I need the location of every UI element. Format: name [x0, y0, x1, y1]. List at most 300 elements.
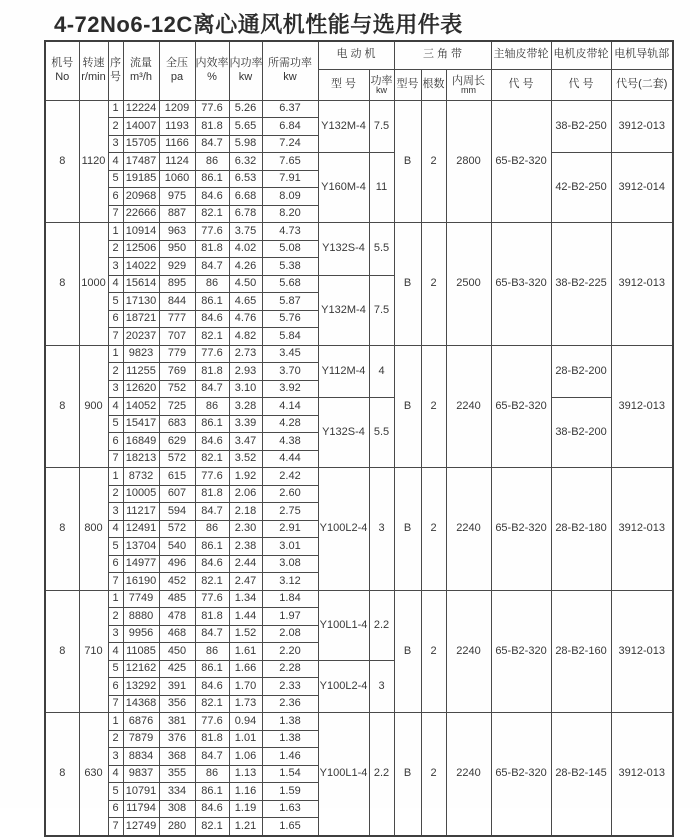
col-header-motor-power: 功率 kw [369, 69, 394, 100]
cell-pressure: 572 [159, 450, 195, 468]
cell-efficiency: 84.6 [195, 678, 229, 696]
cell-seq: 5 [108, 538, 123, 556]
cell-required-power: 5.76 [262, 310, 318, 328]
cell-seq: 7 [108, 205, 123, 223]
cell-seq: 5 [108, 783, 123, 801]
col-header-required-power: 所需功率 kw [262, 41, 318, 100]
cell-seq: 5 [108, 293, 123, 311]
cell-flow: 14052 [123, 398, 159, 416]
cell-efficiency: 82.1 [195, 205, 229, 223]
cell-speed: 630 [79, 713, 108, 836]
cell-seq: 4 [108, 643, 123, 661]
cell-required-power: 2.20 [262, 643, 318, 661]
cell-belt-model: B [394, 100, 421, 223]
cell-motor-pulley-code: 38-B2-250 [551, 100, 611, 153]
cell-internal-power: 3.10 [229, 380, 262, 398]
cell-pressure: 1124 [159, 153, 195, 171]
cell-internal-power: 1.66 [229, 660, 262, 678]
col-header-efficiency: 内效率 % [195, 41, 229, 100]
col-header-speed: 转速 r/min [79, 41, 108, 100]
cell-spindle-pulley-code: 65-B2-320 [491, 100, 551, 223]
cell-seq: 7 [108, 818, 123, 836]
cell-motor-model: Y160M-4 [318, 153, 369, 223]
cell-efficiency: 81.8 [195, 730, 229, 748]
cell-flow: 9837 [123, 765, 159, 783]
cell-flow: 15614 [123, 275, 159, 293]
cell-flow: 13292 [123, 678, 159, 696]
cell-flow: 12224 [123, 100, 159, 118]
cell-required-power: 7.91 [262, 170, 318, 188]
cell-flow: 8834 [123, 748, 159, 766]
cell-efficiency: 77.6 [195, 345, 229, 363]
cell-motor-pulley-code: 28-B2-200 [551, 345, 611, 398]
cell-required-power: 5.84 [262, 328, 318, 346]
cell-required-power: 6.84 [262, 118, 318, 136]
cell-required-power: 5.87 [262, 293, 318, 311]
cell-motor-model: Y132M-4 [318, 275, 369, 345]
cell-pressure: 887 [159, 205, 195, 223]
cell-rail-code: 3912-014 [611, 153, 673, 223]
cell-machine-no: 8 [45, 468, 79, 591]
cell-pressure: 1209 [159, 100, 195, 118]
table-row [45, 100, 673, 118]
cell-required-power: 2.60 [262, 485, 318, 503]
cell-belt-length: 2240 [446, 713, 491, 836]
cell-motor-pulley-code: 28-B2-160 [551, 590, 611, 713]
cell-motor-model: Y100L2-4 [318, 660, 369, 713]
cell-pressure: 308 [159, 800, 195, 818]
cell-seq: 3 [108, 625, 123, 643]
cell-flow: 14007 [123, 118, 159, 136]
cell-required-power: 1.46 [262, 748, 318, 766]
cell-machine-no: 8 [45, 345, 79, 468]
cell-motor-model: Y100L2-4 [318, 468, 369, 591]
cell-internal-power: 4.76 [229, 310, 262, 328]
cell-pressure: 485 [159, 590, 195, 608]
cell-flow: 12162 [123, 660, 159, 678]
cell-required-power: 2.28 [262, 660, 318, 678]
cell-required-power: 2.33 [262, 678, 318, 696]
cell-belt-count: 2 [421, 713, 446, 836]
cell-pressure: 707 [159, 328, 195, 346]
cell-seq: 5 [108, 170, 123, 188]
cell-seq: 7 [108, 695, 123, 713]
cell-flow: 12491 [123, 520, 159, 538]
cell-spindle-pulley-code: 65-B2-320 [491, 345, 551, 468]
cell-efficiency: 81.8 [195, 608, 229, 626]
cell-belt-model: B [394, 590, 421, 713]
col-header-seq: 序 号 [108, 41, 123, 100]
cell-motor-power: 11 [369, 153, 394, 223]
cell-pressure: 594 [159, 503, 195, 521]
cell-seq: 7 [108, 328, 123, 346]
cell-internal-power: 3.28 [229, 398, 262, 416]
cell-seq: 1 [108, 223, 123, 241]
cell-internal-power: 1.13 [229, 765, 262, 783]
cell-flow: 15705 [123, 135, 159, 153]
cell-required-power: 2.91 [262, 520, 318, 538]
cell-motor-model: Y100L1-4 [318, 590, 369, 660]
cell-rail-code: 3912-013 [611, 590, 673, 713]
cell-internal-power: 1.52 [229, 625, 262, 643]
cell-efficiency: 86.1 [195, 660, 229, 678]
cell-internal-power: 4.02 [229, 240, 262, 258]
cell-efficiency: 86.1 [195, 293, 229, 311]
cell-pressure: 1060 [159, 170, 195, 188]
cell-efficiency: 81.8 [195, 118, 229, 136]
cell-required-power: 5.68 [262, 275, 318, 293]
cell-required-power: 4.44 [262, 450, 318, 468]
cell-seq: 3 [108, 380, 123, 398]
cell-internal-power: 5.26 [229, 100, 262, 118]
cell-efficiency: 82.1 [195, 818, 229, 836]
cell-internal-power: 2.44 [229, 555, 262, 573]
cell-internal-power: 4.26 [229, 258, 262, 276]
cell-internal-power: 4.82 [229, 328, 262, 346]
cell-seq: 7 [108, 450, 123, 468]
cell-seq: 4 [108, 275, 123, 293]
cell-required-power: 4.14 [262, 398, 318, 416]
cell-internal-power: 0.94 [229, 713, 262, 731]
cell-internal-power: 1.92 [229, 468, 262, 486]
cell-seq: 5 [108, 660, 123, 678]
col-header-motor-model: 型 号 [318, 69, 369, 100]
col-header-belt-model: 型号 [394, 69, 421, 100]
cell-flow: 13704 [123, 538, 159, 556]
cell-efficiency: 84.7 [195, 625, 229, 643]
cell-efficiency: 84.7 [195, 503, 229, 521]
cell-required-power: 1.59 [262, 783, 318, 801]
cell-required-power: 1.38 [262, 730, 318, 748]
cell-flow: 9956 [123, 625, 159, 643]
cell-pressure: 355 [159, 765, 195, 783]
cell-efficiency: 84.6 [195, 310, 229, 328]
col-header-spindle-pulley-code: 代 号 [491, 69, 551, 100]
cell-seq: 3 [108, 503, 123, 521]
cell-flow: 16190 [123, 573, 159, 591]
cell-belt-model: B [394, 223, 421, 346]
cell-flow: 14368 [123, 695, 159, 713]
cell-efficiency: 84.7 [195, 748, 229, 766]
cell-flow: 18721 [123, 310, 159, 328]
cell-internal-power: 1.70 [229, 678, 262, 696]
cell-efficiency: 77.6 [195, 713, 229, 731]
cell-internal-power: 2.06 [229, 485, 262, 503]
cell-internal-power: 6.53 [229, 170, 262, 188]
cell-internal-power: 3.39 [229, 415, 262, 433]
cell-spindle-pulley-code: 65-B2-320 [491, 713, 551, 836]
cell-internal-power: 1.34 [229, 590, 262, 608]
cell-required-power: 2.36 [262, 695, 318, 713]
cell-belt-length: 2800 [446, 100, 491, 223]
table-header [45, 41, 673, 100]
cell-pressure: 1166 [159, 135, 195, 153]
page-title: 4-72No6-12C离心通风机性能与选用件表 [54, 12, 463, 37]
cell-internal-power: 1.73 [229, 695, 262, 713]
cell-efficiency: 84.6 [195, 433, 229, 451]
cell-flow: 14977 [123, 555, 159, 573]
cell-flow: 18213 [123, 450, 159, 468]
cell-seq: 7 [108, 573, 123, 591]
col-header-internal-power: 内功率 kw [229, 41, 262, 100]
cell-flow: 12506 [123, 240, 159, 258]
cell-belt-count: 2 [421, 100, 446, 223]
cell-required-power: 3.92 [262, 380, 318, 398]
cell-belt-count: 2 [421, 590, 446, 713]
cell-pressure: 769 [159, 363, 195, 381]
cell-pressure: 478 [159, 608, 195, 626]
cell-speed: 800 [79, 468, 108, 591]
cell-efficiency: 84.7 [195, 380, 229, 398]
cell-internal-power: 3.52 [229, 450, 262, 468]
cell-flow: 8880 [123, 608, 159, 626]
cell-rail-code: 3912-013 [611, 100, 673, 153]
cell-internal-power: 6.68 [229, 188, 262, 206]
cell-efficiency: 84.6 [195, 188, 229, 206]
cell-pressure: 975 [159, 188, 195, 206]
cell-pressure: 468 [159, 625, 195, 643]
cell-pressure: 1193 [159, 118, 195, 136]
cell-motor-power: 2.2 [369, 590, 394, 660]
table-row [45, 345, 673, 363]
cell-seq: 3 [108, 135, 123, 153]
cell-pressure: 280 [159, 818, 195, 836]
cell-motor-pulley-code: 38-B2-225 [551, 223, 611, 346]
cell-internal-power: 3.47 [229, 433, 262, 451]
group-header-motor: 电 动 机 [318, 41, 394, 69]
cell-seq: 1 [108, 713, 123, 731]
cell-speed: 710 [79, 590, 108, 713]
cell-seq: 4 [108, 398, 123, 416]
cell-motor-pulley-code: 42-B2-250 [551, 153, 611, 223]
cell-belt-count: 2 [421, 345, 446, 468]
cell-efficiency: 84.7 [195, 258, 229, 276]
cell-motor-model: Y112M-4 [318, 345, 369, 398]
cell-flow: 17130 [123, 293, 159, 311]
cell-pressure: 725 [159, 398, 195, 416]
cell-flow: 20237 [123, 328, 159, 346]
cell-belt-length: 2500 [446, 223, 491, 346]
col-header-rail-code: 代号(二套) [611, 69, 673, 100]
cell-required-power: 1.97 [262, 608, 318, 626]
cell-seq: 2 [108, 608, 123, 626]
cell-pressure: 683 [159, 415, 195, 433]
cell-required-power: 7.65 [262, 153, 318, 171]
cell-seq: 2 [108, 363, 123, 381]
cell-rail-code: 3912-013 [611, 345, 673, 468]
cell-efficiency: 84.6 [195, 800, 229, 818]
cell-pressure: 391 [159, 678, 195, 696]
cell-motor-power: 7.5 [369, 275, 394, 345]
cell-seq: 6 [108, 555, 123, 573]
cell-motor-pulley-code: 28-B2-145 [551, 713, 611, 836]
table-row [45, 398, 673, 416]
cell-efficiency: 86 [195, 153, 229, 171]
cell-required-power: 7.24 [262, 135, 318, 153]
cell-efficiency: 77.6 [195, 100, 229, 118]
cell-rail-code: 3912-013 [611, 713, 673, 836]
cell-internal-power: 2.30 [229, 520, 262, 538]
table-row [45, 468, 673, 486]
cell-internal-power: 3.75 [229, 223, 262, 241]
cell-seq: 2 [108, 240, 123, 258]
cell-motor-power: 3 [369, 468, 394, 591]
cell-speed: 1120 [79, 100, 108, 223]
cell-belt-count: 2 [421, 468, 446, 591]
cell-pressure: 929 [159, 258, 195, 276]
cell-required-power: 2.75 [262, 503, 318, 521]
cell-efficiency: 86 [195, 765, 229, 783]
cell-efficiency: 86.1 [195, 415, 229, 433]
cell-flow: 11255 [123, 363, 159, 381]
cell-efficiency: 82.1 [195, 328, 229, 346]
cell-seq: 1 [108, 468, 123, 486]
cell-seq: 2 [108, 118, 123, 136]
cell-seq: 6 [108, 800, 123, 818]
cell-pressure: 607 [159, 485, 195, 503]
cell-flow: 10914 [123, 223, 159, 241]
cell-pressure: 895 [159, 275, 195, 293]
cell-seq: 5 [108, 415, 123, 433]
cell-efficiency: 84.7 [195, 135, 229, 153]
cell-required-power: 5.08 [262, 240, 318, 258]
cell-efficiency: 81.8 [195, 240, 229, 258]
cell-belt-model: B [394, 345, 421, 468]
cell-required-power: 4.28 [262, 415, 318, 433]
cell-pressure: 450 [159, 643, 195, 661]
cell-pressure: 381 [159, 713, 195, 731]
cell-required-power: 1.63 [262, 800, 318, 818]
cell-efficiency: 77.6 [195, 223, 229, 241]
cell-internal-power: 1.19 [229, 800, 262, 818]
cell-required-power: 1.54 [262, 765, 318, 783]
cell-flow: 12620 [123, 380, 159, 398]
cell-motor-power: 4 [369, 345, 394, 398]
cell-internal-power: 4.65 [229, 293, 262, 311]
cell-efficiency: 77.6 [195, 468, 229, 486]
cell-motor-power: 5.5 [369, 223, 394, 276]
table-row [45, 223, 673, 241]
cell-flow: 19185 [123, 170, 159, 188]
cell-pressure: 779 [159, 345, 195, 363]
cell-flow: 16849 [123, 433, 159, 451]
cell-pressure: 572 [159, 520, 195, 538]
cell-internal-power: 5.65 [229, 118, 262, 136]
cell-machine-no: 8 [45, 713, 79, 836]
cell-required-power: 8.09 [262, 188, 318, 206]
fan-performance-table [44, 40, 674, 837]
group-header-v-belt: 三 角 带 [394, 41, 491, 69]
cell-efficiency: 86 [195, 398, 229, 416]
cell-internal-power: 1.44 [229, 608, 262, 626]
col-header-motor-pulley-code: 代 号 [551, 69, 611, 100]
cell-internal-power: 1.21 [229, 818, 262, 836]
cell-seq: 2 [108, 485, 123, 503]
cell-internal-power: 1.01 [229, 730, 262, 748]
cell-efficiency: 82.1 [195, 573, 229, 591]
cell-flow: 17487 [123, 153, 159, 171]
cell-rail-code: 3912-013 [611, 468, 673, 591]
cell-motor-pulley-code: 38-B2-200 [551, 398, 611, 468]
cell-efficiency: 81.8 [195, 485, 229, 503]
cell-flow: 7749 [123, 590, 159, 608]
cell-internal-power: 5.98 [229, 135, 262, 153]
cell-flow: 8732 [123, 468, 159, 486]
table-row [45, 590, 673, 608]
cell-motor-power: 5.5 [369, 398, 394, 468]
cell-pressure: 629 [159, 433, 195, 451]
cell-required-power: 1.65 [262, 818, 318, 836]
cell-pressure: 425 [159, 660, 195, 678]
cell-spindle-pulley-code: 65-B2-320 [491, 590, 551, 713]
cell-pressure: 844 [159, 293, 195, 311]
cell-machine-no: 8 [45, 223, 79, 346]
cell-seq: 3 [108, 748, 123, 766]
cell-efficiency: 86.1 [195, 170, 229, 188]
cell-flow: 15417 [123, 415, 159, 433]
cell-seq: 4 [108, 520, 123, 538]
cell-motor-model: Y100L1-4 [318, 713, 369, 836]
col-header-flow: 流量 m³/h [123, 41, 159, 100]
col-header-belt-count: 根数 [421, 69, 446, 100]
table-row [45, 713, 673, 731]
cell-flow: 12749 [123, 818, 159, 836]
table-body [45, 100, 673, 836]
cell-motor-model: Y132S-4 [318, 223, 369, 276]
cell-pressure: 752 [159, 380, 195, 398]
cell-pressure: 540 [159, 538, 195, 556]
cell-seq: 4 [108, 765, 123, 783]
cell-seq: 3 [108, 258, 123, 276]
cell-internal-power: 1.06 [229, 748, 262, 766]
cell-motor-model: Y132S-4 [318, 398, 369, 468]
cell-internal-power: 2.47 [229, 573, 262, 591]
cell-spindle-pulley-code: 65-B2-320 [491, 468, 551, 591]
cell-seq: 2 [108, 730, 123, 748]
cell-internal-power: 1.61 [229, 643, 262, 661]
cell-pressure: 368 [159, 748, 195, 766]
cell-seq: 4 [108, 153, 123, 171]
cell-seq: 6 [108, 433, 123, 451]
cell-efficiency: 86 [195, 520, 229, 538]
cell-seq: 6 [108, 310, 123, 328]
cell-flow: 9823 [123, 345, 159, 363]
cell-required-power: 3.01 [262, 538, 318, 556]
cell-required-power: 2.08 [262, 625, 318, 643]
cell-internal-power: 2.93 [229, 363, 262, 381]
group-header-spindle-pulley: 主轴皮带轮 [491, 41, 551, 69]
cell-flow: 6876 [123, 713, 159, 731]
cell-required-power: 1.38 [262, 713, 318, 731]
cell-belt-model: B [394, 713, 421, 836]
cell-pressure: 963 [159, 223, 195, 241]
cell-required-power: 5.38 [262, 258, 318, 276]
cell-pressure: 452 [159, 573, 195, 591]
cell-pressure: 376 [159, 730, 195, 748]
cell-required-power: 8.20 [262, 205, 318, 223]
cell-seq: 1 [108, 100, 123, 118]
cell-seq: 6 [108, 188, 123, 206]
cell-flow: 11217 [123, 503, 159, 521]
cell-internal-power: 6.78 [229, 205, 262, 223]
cell-internal-power: 2.73 [229, 345, 262, 363]
cell-efficiency: 82.1 [195, 450, 229, 468]
cell-internal-power: 2.18 [229, 503, 262, 521]
cell-required-power: 1.84 [262, 590, 318, 608]
cell-seq: 1 [108, 590, 123, 608]
cell-motor-power: 3 [369, 660, 394, 713]
cell-pressure: 615 [159, 468, 195, 486]
